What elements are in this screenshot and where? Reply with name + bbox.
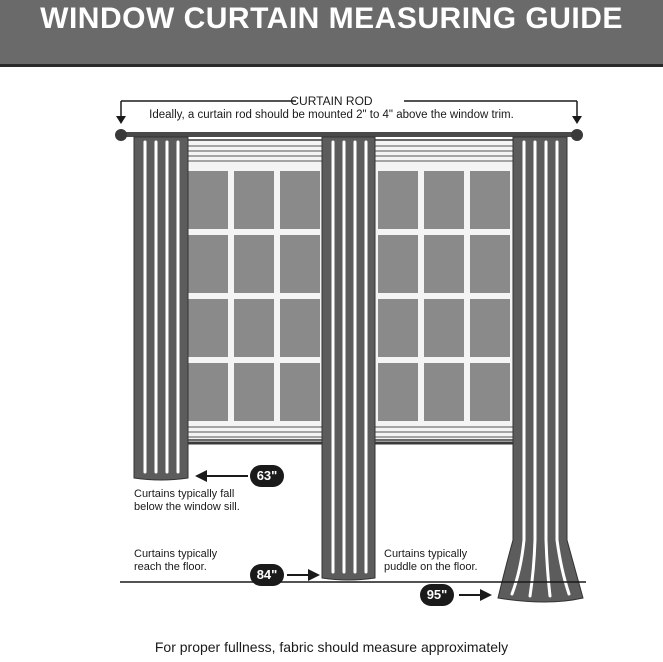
- floor-note: [134, 548, 217, 574]
- curtain-left-63: [134, 137, 188, 480]
- length-badge-95: 95": [420, 584, 454, 606]
- fullness-note: For proper fullness, fabric should measure approximately: [154, 639, 509, 655]
- rod-mounting-note: Ideally, a curtain rod should be mounted 2" to 4" above the window trim.: [149, 109, 514, 121]
- rod-finial-left: [115, 129, 127, 141]
- puddle-note: [384, 548, 478, 574]
- arrow-95-icon: [459, 589, 492, 601]
- sill-note: [134, 488, 240, 514]
- curtain-diagram: [0, 64, 663, 662]
- rod-label: CURTAIN ROD: [290, 94, 373, 108]
- header-banner: [0, 0, 663, 67]
- length-badge-84: 84": [250, 564, 284, 586]
- sill-note-line2: below the window sill.: [134, 501, 240, 513]
- floor-note-line2: reach the floor.: [134, 561, 207, 573]
- sill-note-line1: Curtains typically fall: [134, 488, 235, 500]
- puddle-note-line2: puddle on the floor.: [384, 561, 478, 573]
- length-badge-63: 63": [250, 465, 284, 487]
- arrow-63-icon: [195, 470, 248, 482]
- floor-note-line1: Curtains typically: [134, 548, 218, 560]
- curtain-middle-84: [322, 137, 375, 580]
- page-title: WINDOW CURTAIN MEASURING GUIDE: [40, 2, 623, 35]
- rod-finial-right: [571, 129, 583, 141]
- arrow-84-icon: [287, 569, 320, 581]
- curtain-rod: [121, 132, 577, 137]
- puddle-note-line1: Curtains typically: [384, 548, 468, 560]
